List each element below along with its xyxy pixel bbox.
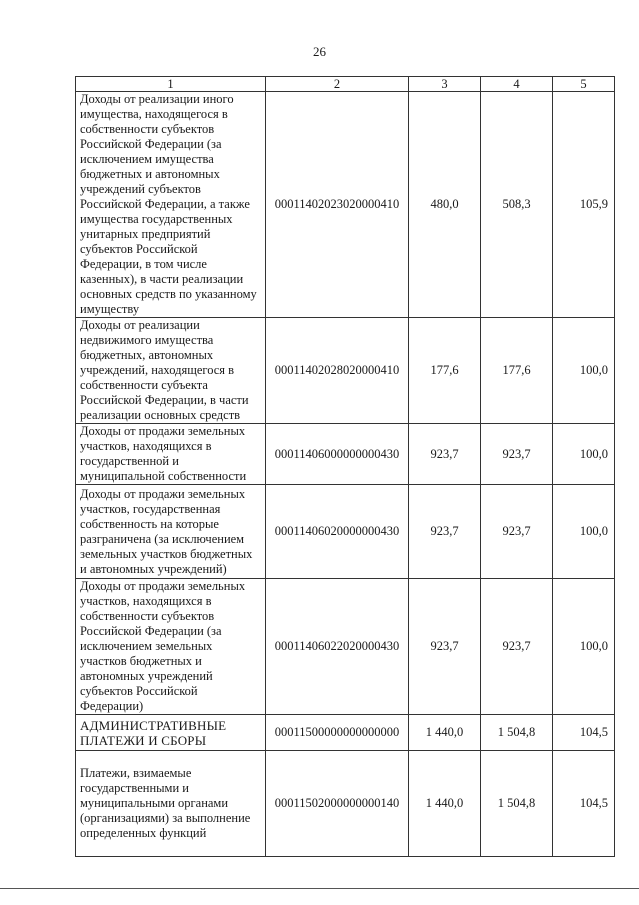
row-code: 00011406022020000430 xyxy=(266,579,409,715)
row-plan: 923,7 xyxy=(409,424,481,485)
header-row xyxy=(76,77,615,92)
row-name: Доходы от продажи земельных участков, находящихся в государственной и муниципальной собственности xyxy=(76,424,266,485)
table-row xyxy=(76,715,615,751)
row-name: Доходы от реализации недвижимого имущества бюджетных, автономных учреждений, находящегося в собственности субъекта Российской Федерации, в части реализации основных средств xyxy=(76,318,266,424)
header-col-4: 4 xyxy=(481,77,553,92)
row-code: 00011402028020000410 xyxy=(266,318,409,424)
row-percent: 104,5 xyxy=(553,715,615,751)
row-plan: 480,0 xyxy=(409,92,481,318)
row-percent: 104,5 xyxy=(553,751,615,857)
row-name: Доходы от продажи земельных участков, государственная собственность на которые разграничена (за исключением земельных участков бюджетных и автономных учреждений) xyxy=(76,485,266,579)
header-col-5: 5 xyxy=(553,77,615,92)
budget-table xyxy=(75,76,615,857)
header-col-1: 1 xyxy=(76,77,266,92)
row-percent: 105,9 xyxy=(553,92,615,318)
row-code: 00011500000000000000 xyxy=(266,715,409,751)
row-name: Доходы от реализации иного имущества, находящегося в собственности субъектов Российской Федерации (за исключением имущества бюджетных и автономных учреждений субъектов Российской Федерации, а также имущества государственных унитарных предприятий субъектов Российской Федерации, в том числе казенных), в части реализации основных средств по указанному имуществу xyxy=(76,92,266,318)
row-actual: 923,7 xyxy=(481,424,553,485)
table-row xyxy=(76,92,615,318)
row-percent: 100,0 xyxy=(553,579,615,715)
row-name: АДМИНИСТРАТИВНЫЕ ПЛАТЕЖИ И СБОРЫ xyxy=(76,715,266,751)
page-bottom-rule xyxy=(0,888,639,889)
row-actual: 923,7 xyxy=(481,485,553,579)
row-actual: 1 504,8 xyxy=(481,715,553,751)
row-code: 00011406000000000430 xyxy=(266,424,409,485)
page-number: 26 xyxy=(313,44,326,59)
row-actual: 1 504,8 xyxy=(481,751,553,857)
row-name: Доходы от продажи земельных участков, находящихся в собственности субъектов Российской Федерации (за исключением земельных участков бюджетных и автономных учреждений субъектов Российской Федерации) xyxy=(76,579,266,715)
header-col-3: 3 xyxy=(409,77,481,92)
row-plan: 1 440,0 xyxy=(409,751,481,857)
row-percent: 100,0 xyxy=(553,485,615,579)
table-row xyxy=(76,485,615,579)
row-percent: 100,0 xyxy=(553,318,615,424)
row-plan: 1 440,0 xyxy=(409,715,481,751)
row-plan: 177,6 xyxy=(409,318,481,424)
row-actual: 508,3 xyxy=(481,92,553,318)
row-percent: 100,0 xyxy=(553,424,615,485)
row-code: 00011406020000000430 xyxy=(266,485,409,579)
row-plan: 923,7 xyxy=(409,579,481,715)
table-row xyxy=(76,751,615,857)
row-code: 00011502000000000140 xyxy=(266,751,409,857)
table-row xyxy=(76,424,615,485)
table-row xyxy=(76,579,615,715)
row-name: Платежи, взимаемые государственными и муниципальными органами (организациями) за выполнение определенных функций xyxy=(76,751,266,857)
header-col-2: 2 xyxy=(266,77,409,92)
row-code: 00011402023020000410 xyxy=(266,92,409,318)
table-row xyxy=(76,318,615,424)
row-actual: 177,6 xyxy=(481,318,553,424)
row-actual: 923,7 xyxy=(481,579,553,715)
row-plan: 923,7 xyxy=(409,485,481,579)
